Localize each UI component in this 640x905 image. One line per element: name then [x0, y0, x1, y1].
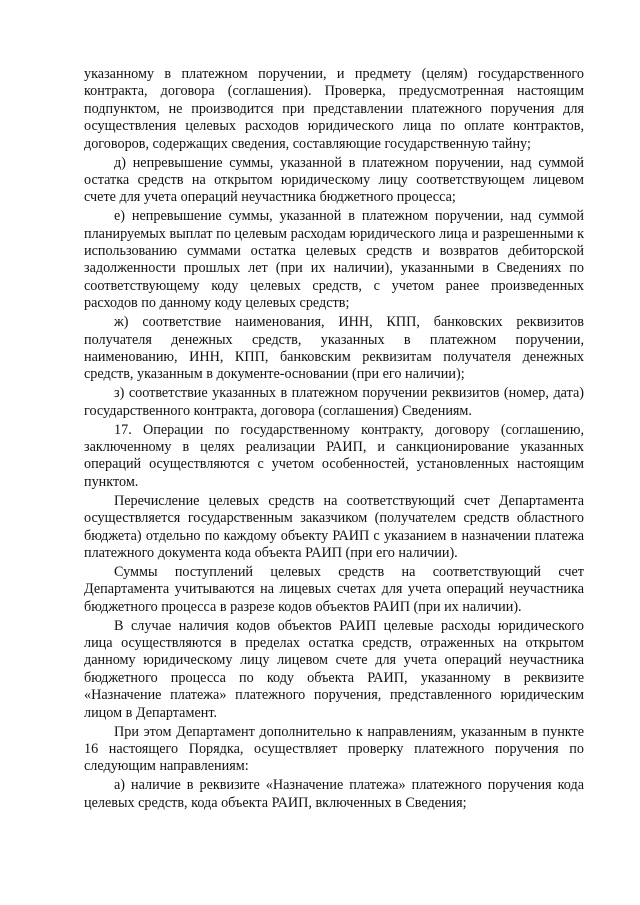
- paragraph-additional-check: При этом Департамент дополнительно к направлениям, указанным в пункте 16 настоящего Порядка, осуществляет проверку платежного поручения по следующим направлениям:: [84, 723, 584, 775]
- paragraph-item-d: д) непревышение суммы, указанной в платежном поручении, над суммой остатка средств на открытом юридическому лицу соответствующем лицевом счете для учета операций неучастника бюджетного процесса;: [84, 154, 584, 206]
- paragraph-item-e: е) непревышение суммы, указанной в платежном поручении, над суммой планируемых выплат по целевым расходам юридического лица и разрешенными к использованию суммами остатка целевых средств и возвратов дебиторской задолженности прошлых лет (при их наличии), указанными в Сведениях по соответствующему коду целевых средств, с учетом ранее произведенных расходов по данному коду целевых средств;: [84, 208, 584, 312]
- paragraph-transfer: Перечисление целевых средств на соответствующий счет Департамента осуществляется государственным заказчиком (получателем средств областного бюджета) отдельно по каждому объекту РАИП с указанием в назначении платежа платежного документа кода объекта РАИП (при его наличии).: [84, 492, 584, 561]
- paragraph-codes: В случае наличия кодов объектов РАИП целевые расходы юридического лица осуществляются в пределах остатка средств, отраженных на открытом данному юридическому лицу лицевом счете для учета операций неучастника бюджетного процесса по коду объекта РАИП, указанному в реквизите «Назначение платежа» платежного поручения, представленного юридическим лицом в Департамент.: [84, 617, 584, 721]
- paragraph-item-a: а) наличие в реквизите «Назначение платежа» платежного поручения кода целевых средств, кода объекта РАИП, включенных в Сведения;: [84, 777, 584, 811]
- paragraph-continuation: указанному в платежном поручении, и предмету (целям) государственного контракта, договора (соглашения). Проверка, предусмотренная настоящим подпунктом, не производится при представлении платежного поручения для осуществления целевых расходов юридического лица по оплате контрактов, договоров, содержащих сведения, составляющие государственную тайну;: [84, 66, 584, 152]
- paragraph-point-17: 17. Операции по государственному контракту, договору (соглашению, заключенному в целях реализации РАИП, и санкционирование указанных операций осуществляются с учетом особенностей, установленных настоящим пунктом.: [84, 421, 584, 490]
- paragraph-receipts: Суммы поступлений целевых средств на соответствующий счет Департамента учитываются на лицевых счетах для учета операций неучастника бюджетного процесса в разрезе кодов объектов РАИП (при их наличии).: [84, 563, 584, 615]
- paragraph-item-zh: ж) соответствие наименования, ИНН, КПП, банковских реквизитов получателя денежных средств, указанных в платежном поручении, наименованию, ИНН, КПП, банковским реквизитам получателя денежных средств, указанным в документе-основании (при его наличии);: [84, 314, 584, 383]
- paragraph-item-z: з) соответствие указанных в платежном поручении реквизитов (номер, дата) государственного контракта, договора (соглашения) Сведениям.: [84, 385, 584, 419]
